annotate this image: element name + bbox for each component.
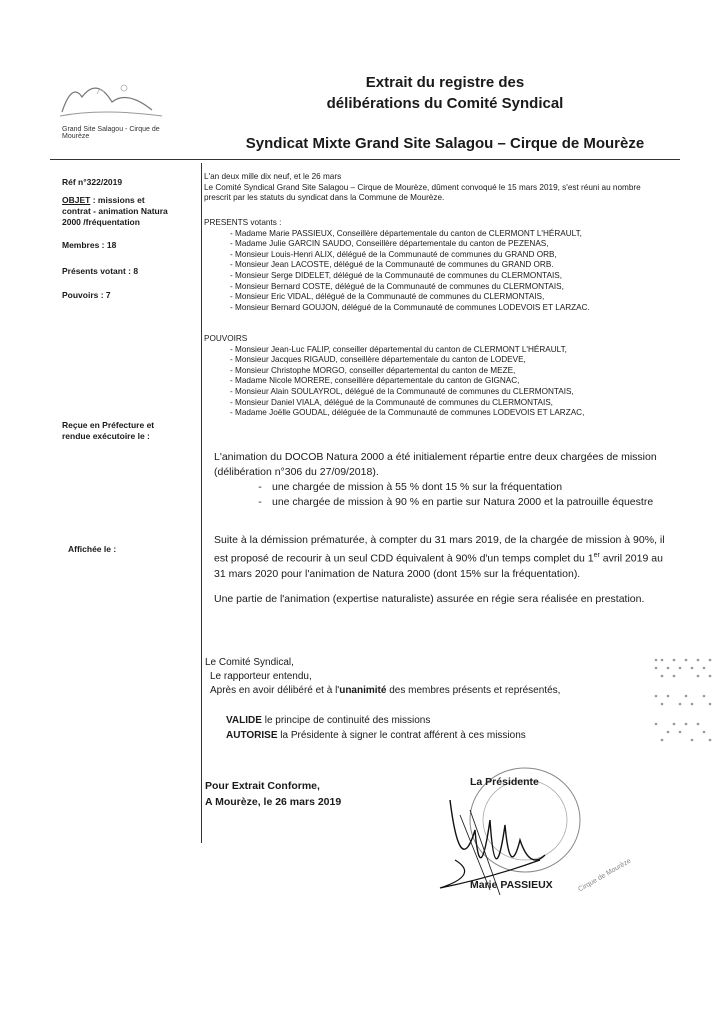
p2-line-3: 31 mars 2020 pour l'animation de Natura 2000 (dont 15% sur la fréquentation). <box>214 567 581 580</box>
membres-count: Membres : 18 <box>62 240 117 250</box>
decision-line-3a: Après en avoir délibéré et à l' <box>210 685 340 696</box>
document-title <box>250 72 640 114</box>
pouvoirs-section <box>204 334 584 419</box>
objet-text-2: contrat - animation Natura <box>62 206 168 216</box>
list-item: - Monsieur Eric VIDAL, délégué de la Communauté de communes du CLERMONTAIS, <box>230 292 545 302</box>
autorise-text: la Présidente à signer le contrat afférent à ces missions <box>277 730 526 741</box>
bullet-item-1: - une chargée de mission à 55 % dont 15 % sur la fréquentation <box>274 480 657 495</box>
demission-paragraph <box>214 533 665 582</box>
list-item: - Madame Joëlle GOUDAL, déléguée de la Communauté de communes LODEVOIS ET LARZAC, <box>230 408 585 418</box>
intro-line-2: Le Comité Syndical Grand Site Salagou – Cirque de Mourèze, dûment convoqué le 15 mars 2019, s'est réuni au nombre <box>204 182 641 192</box>
objet-label: OBJET <box>62 195 91 205</box>
list-item: - Monsieur Serge DIDELET, délégué de la Communauté de communes du CLERMONTAIS, <box>230 270 563 280</box>
decorative-dots <box>652 656 718 749</box>
title-line-1: Extrait du registre des <box>365 74 525 91</box>
p1-line-2: (délibération n°306 du 27/09/2018). <box>214 466 379 478</box>
president-role: La Présidente <box>470 776 539 788</box>
presents-section <box>204 218 590 313</box>
logo-caption: Grand Site Salagou - Cirque de Mourèze <box>62 126 160 140</box>
landscape-logo-icon <box>42 72 180 124</box>
pouvoirs-count: Pouvoirs : 7 <box>62 290 111 300</box>
presents-heading: PRESENTS votants : <box>204 218 282 227</box>
intro-paragraph <box>204 172 641 204</box>
affichee-label: Affichée le : <box>68 544 117 554</box>
list-item: - Monsieur Louis-Henri ALIX, délégué de la Communauté de communes du GRAND ORB, <box>230 249 557 259</box>
p2-line-1: Suite à la démission prématurée, à compter du 31 mars 2019, de la chargée de mission à 90%, il <box>214 534 665 546</box>
p2-line-2a: est proposé de recourir à un seul CDD équivalent à 90% d'un temps complet du 1 <box>214 552 594 565</box>
decision-line-2: Le rapporteur entendu, <box>210 671 312 682</box>
dot-pattern-icon <box>652 656 718 746</box>
organization-title: Syndicat Mixte Grand Site Salagou – Cirque de Mourèze <box>245 135 645 152</box>
decision-line-3c: des membres présents et représentés, <box>386 685 561 696</box>
extrait-conforme-block <box>205 778 341 810</box>
list-item: - Monsieur Christophe MORGO, conseiller départemental du canton de MEZE, <box>230 365 516 375</box>
animation-paragraph <box>214 450 657 510</box>
objet-text-3: 2000 /fréquentation <box>62 217 140 227</box>
intro-line-3: prescrit par les statuts du syndicat dans la Commune de Mourèze. <box>204 193 445 203</box>
autorise-keyword: AUTORISE <box>226 730 278 741</box>
column-divider <box>201 163 202 843</box>
prefecture-line-1: Reçue en Préfecture et <box>62 420 155 430</box>
extrait-conforme: Pour Extrait Conforme, <box>205 780 320 792</box>
list-item: - Monsieur Jacques RIGAUD, conseillère départementale du canton de LODEVE, <box>230 355 526 365</box>
list-item: - Monsieur Bernard COSTE, délégué de la Communauté de communes du CLERMONTAIS, <box>230 281 564 291</box>
valide-text: le principe de continuité des missions <box>261 715 431 726</box>
p1-line-1: L'animation du DOCOB Natura 2000 a été initialement répartie entre deux chargées de mission <box>214 451 657 463</box>
place-date: A Mourèze, le 26 mars 2019 <box>205 796 342 808</box>
list-item: - Madame Julie GARCIN SAUDO, Conseillère départementale du canton de PEZENAS, <box>230 239 549 249</box>
pouvoirs-heading: POUVOIRS <box>204 334 248 343</box>
decision-block <box>205 656 560 698</box>
list-item: - Monsieur Alain SOULAYROL, délégué de la Communauté de communes du CLERMONTAIS, <box>230 386 574 396</box>
unanimite-keyword: unanimité <box>339 685 387 696</box>
list-item: - Monsieur Jean-Luc FALIP, conseiller départemental du canton de CLERMONT L'HÉRAULT, <box>230 344 567 354</box>
decisions-list <box>226 713 526 743</box>
intro-line-1: L'an deux mille dix neuf, et le 26 mars <box>204 172 342 181</box>
p2-superscript: er <box>593 552 600 559</box>
objet-block <box>62 195 200 228</box>
presents-count: Présents votant : 8 <box>62 266 139 276</box>
organization-logo <box>42 72 180 140</box>
header-divider <box>50 159 680 160</box>
list-item: - Monsieur Jean LACOSTE, délégué de la Communauté de communes du GRAND ORB. <box>230 260 554 270</box>
reference-number: Réf n°322/2019 <box>62 177 123 187</box>
list-item: - Madame Marie PASSIEUX, Conseillère départementale du canton de CLERMONT L'HÉRAULT, <box>230 228 582 238</box>
list-item: - Monsieur Daniel VIALA, délégué de la Communauté de communes du CLERMONTAIS, <box>230 397 553 407</box>
list-item: - Madame Nicole MORERE, conseillère départementale du canton de GIGNAC, <box>230 376 520 386</box>
title-line-2: délibérations du Comité Syndical <box>326 95 564 112</box>
objet-text-1: : missions et <box>90 195 145 205</box>
decision-line-1: Le Comité Syndical, <box>205 657 294 668</box>
p2-line-2b: avril 2019 au <box>599 552 663 565</box>
prefecture-block <box>62 420 154 442</box>
bullet-item-2: - une chargée de mission à 90 % en partie sur Natura 2000 et la patrouille équestre <box>274 495 657 510</box>
president-name: Marie PASSIEUX <box>470 879 553 891</box>
stamp-text: Cirque de Mourèze <box>577 857 633 894</box>
valide-keyword: VALIDE <box>226 715 262 726</box>
prestation-paragraph: Une partie de l'animation (expertise naturaliste) assurée en régie sera réalisée en prestation. <box>214 593 645 605</box>
prefecture-line-2: rendue exécutoire le : <box>62 431 150 441</box>
list-item: - Monsieur Bernard GOUJON, délégué de la Communauté de communes LODEVOIS ET LARZAC. <box>230 302 590 312</box>
